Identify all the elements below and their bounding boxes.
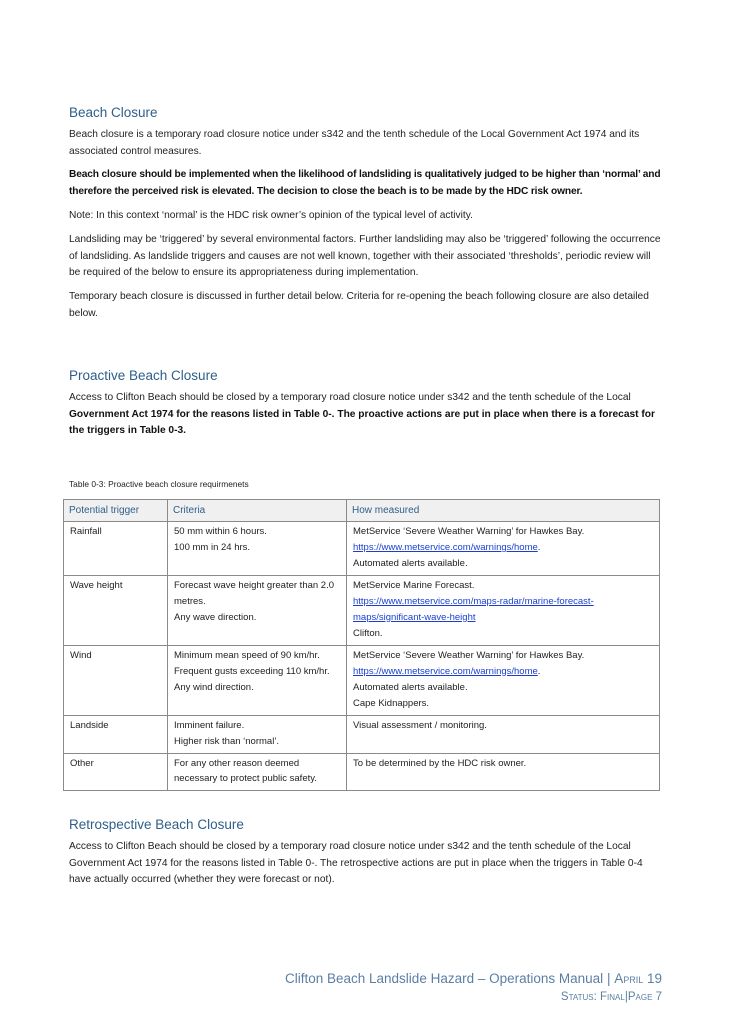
measured-line: Automated alerts available. [353, 558, 468, 569]
measured-cell [347, 645, 660, 715]
link-line [353, 594, 653, 625]
criteria-cell [168, 522, 347, 576]
criteria-cell [168, 715, 347, 753]
criteria-line: Higher risk than ‘normal’. [174, 735, 280, 747]
measured-cell [347, 715, 660, 753]
criteria-line: Any wave direction. [174, 611, 257, 623]
measured-line: Cape Kidnappers. [353, 697, 430, 709]
criteria-line: 100 mm in 24 hrs. [174, 542, 251, 553]
section-heading-proactive: Proactive Beach Closure [69, 368, 218, 383]
footer-title: Clifton Beach Landslide Hazard – Operations Manual [284, 971, 604, 986]
measured-line: MetService ‘Severe Weather Warning’ for Hawkes Bay. [353, 649, 585, 661]
paragraph [69, 390, 664, 440]
section-heading-beach-closure: Beach Closure [69, 105, 158, 120]
paragraph: Beach closure is a temporary road closure notice under s342 and the tenth schedule of the Local Government Act 1974 and its associated control measures. [69, 129, 640, 157]
paragraph: Access to Clifton Beach should be closed by a temporary road closure notice under s342 and the tenth schedule of the Local Government Act 1974 for the reasons listed in Table 0-. The retrospective actions are put in place when the triggers in Table 0-4 have actually occurred (whether they were forecast or not). [69, 841, 643, 886]
footer-status-value: Final [600, 991, 625, 1003]
table-header-row [64, 500, 660, 522]
trigger-cell: Wind [64, 645, 168, 715]
criteria-line: For any other reason deemed necessary to protect public safety. [174, 757, 317, 784]
paragraph-bold: Beach closure should be implemented when the likelihood of landsliding is qualitatively judged to be higher than ‘normal’ and therefore the perceived risk is elevated. The decision to close the beach is to be made by the HDC risk owner. [69, 169, 661, 197]
link-suffix: . [537, 665, 541, 677]
footer-status-label: Status: [560, 991, 597, 1003]
link-suffix: . [537, 542, 541, 553]
column-header: Potential trigger [64, 500, 168, 522]
footer-separator: | [606, 971, 611, 986]
criteria-line: Frequent gusts exceeding 110 km/hr. [174, 665, 330, 677]
criteria-cell [168, 576, 347, 646]
paragraph: Temporary beach closure is discussed in further detail below. Criteria for re-opening the beach following closure are also detailed below. [69, 291, 649, 319]
measured-line: To be determined by the HDC risk owner. [353, 757, 527, 769]
link-line [353, 540, 653, 556]
paragraph-part-bold: Government Act 1974 for the reasons listed in Table 0-. The proactive actions are put in place when there is a forecast for the triggers in Table 0-3. [69, 408, 655, 437]
footer-status-line [561, 991, 662, 1003]
table-caption: Table 0-3: Proactive beach closure requirmenets [69, 479, 249, 489]
metservice-link[interactable]: https://www.metservice.com/maps-radar/marine-forecast-maps/significant-wave-height [353, 596, 594, 623]
column-header: How measured [347, 500, 660, 522]
trigger-cell: Landside [64, 715, 168, 753]
table-row [64, 576, 660, 646]
measured-cell [347, 522, 660, 576]
section-heading-retrospective: Retrospective Beach Closure [69, 817, 244, 832]
table-row [64, 715, 660, 753]
column-header: Criteria [168, 500, 347, 522]
footer-separator: | [624, 991, 628, 1003]
table-row [64, 753, 660, 791]
criteria-line: Forecast wave height greater than 2.0 metres. [174, 580, 335, 607]
table-row [64, 522, 660, 576]
paragraph: Note: In this context ‘normal’ is the HDC risk owner’s opinion of the typical level of activity. [69, 210, 473, 221]
trigger-cell: Rainfall [64, 522, 168, 576]
measured-cell [347, 576, 660, 646]
measured-line: MetService Marine Forecast. [353, 580, 475, 591]
footer-page: Page 7 [627, 991, 662, 1003]
metservice-link[interactable]: https://www.metservice.com/warnings/home [353, 542, 538, 553]
criteria-line: 50 mm within 6 hours. [174, 526, 267, 537]
table-row [64, 645, 660, 715]
metservice-link[interactable]: https://www.metservice.com/warnings/home [353, 665, 538, 677]
paragraph-part: Access to Clifton Beach should be closed by a temporary road closure notice under s342 and the tenth schedule of the Local [69, 392, 631, 403]
triggers-table [63, 499, 660, 791]
footer-title-line [285, 971, 662, 986]
criteria-line: Imminent failure. [174, 719, 245, 731]
trigger-cell: Wave height [64, 576, 168, 646]
measured-line: MetService ‘Severe Weather Warning’ for Hawkes Bay. [353, 526, 585, 537]
criteria-line: Any wind direction. [174, 681, 254, 693]
measured-line: Clifton. [353, 627, 383, 639]
footer-date: April 19 [614, 971, 662, 986]
trigger-cell: Other [64, 753, 168, 791]
link-line [353, 664, 653, 680]
criteria-line: Minimum mean speed of 90 km/hr. [174, 649, 320, 661]
criteria-cell [168, 645, 347, 715]
measured-line: Automated alerts available. [353, 681, 468, 693]
paragraph: Landsliding may be ‘triggered’ by several environmental factors. Further landsliding may also be ‘triggered’ following the occurrence of landsliding. As landslide triggers and causes are not well known, together with their associated ‘thresholds’, periodic review will be required of the below to ensure its appropriateness during implementation. [69, 234, 661, 279]
measured-line: Visual assessment / monitoring. [353, 719, 487, 731]
measured-cell [347, 753, 660, 791]
criteria-cell [168, 753, 347, 791]
